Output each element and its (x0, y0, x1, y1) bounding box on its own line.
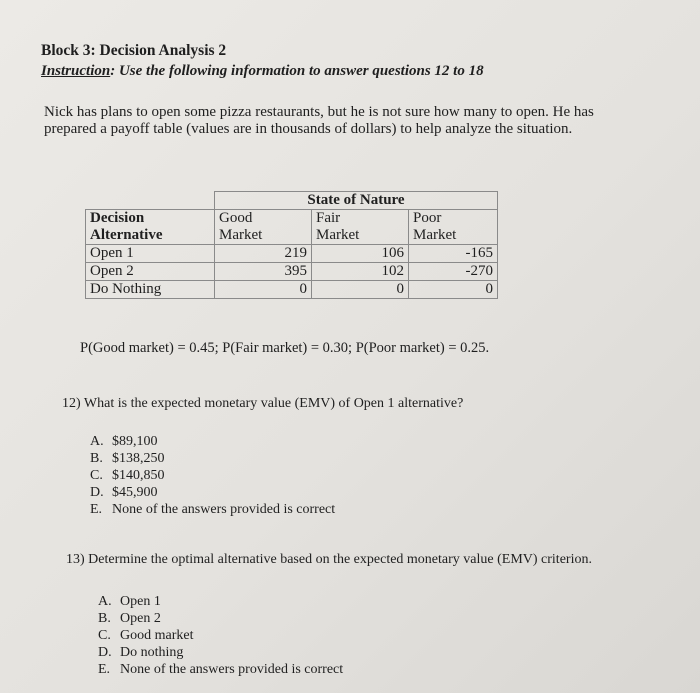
state-of-nature-header: State of Nature (215, 192, 498, 210)
row-name: Open 2 (86, 263, 215, 281)
cell-fair: 0 (312, 281, 409, 299)
question-12-options (90, 433, 335, 518)
question-13-options (98, 593, 343, 678)
cell-good: 0 (215, 281, 312, 299)
table-row (86, 263, 498, 281)
cell-poor: 0 (409, 281, 498, 299)
header-good: Good (215, 210, 312, 228)
cell-fair: 106 (312, 245, 409, 263)
option-a[interactable]: A. $89,100 (90, 434, 158, 449)
option-b[interactable]: B. Open 2 (98, 611, 161, 626)
instruction-text: : Use the following information to answer questions 12 to 18 (110, 63, 484, 79)
header-good-market: Market (215, 227, 312, 245)
probabilities-line: P(Good market) = 0.45; P(Fair market) = 0.30; P(Poor market) = 0.25. (80, 340, 490, 356)
cell-fair: 102 (312, 263, 409, 281)
block-title: Block 3: Decision Analysis 2 (41, 42, 227, 59)
table-header-row-1 (86, 210, 498, 228)
question-13: 13) Determine the optimal alternative based on the expected monetary value (EMV) criterion. (66, 552, 592, 567)
row-name: Open 1 (86, 245, 215, 263)
payoff-table (85, 191, 498, 299)
option-b[interactable]: B. $138,250 (90, 451, 165, 466)
instruction-label: Instruction (41, 63, 111, 79)
option-e[interactable]: E. None of the answers provided is correct (90, 502, 336, 517)
question-12: 12) What is the expected monetary value (EMV) of Open 1 alternative? (62, 396, 464, 411)
row-name: Do Nothing (86, 281, 215, 299)
option-d[interactable]: D. $45,900 (90, 485, 158, 500)
cell-poor: -165 (409, 245, 498, 263)
instruction-line (41, 63, 484, 80)
header-fair: Fair (312, 210, 409, 228)
intro-paragraph: Nick has plans to open some pizza restaurants, but he is not sure how many to open. He has prepared a payoff table (values are in thousands of dollars) to help analyze the situation. (44, 104, 594, 137)
cell-poor: -270 (409, 263, 498, 281)
table-group-header-row (86, 192, 498, 210)
header-alternative: Alternative (86, 227, 215, 245)
option-c[interactable]: C. Good market (98, 628, 194, 643)
header-fair-market: Market (312, 227, 409, 245)
header-decision: Decision (86, 210, 215, 228)
option-c[interactable]: C. $140,850 (90, 468, 165, 483)
table-row (86, 281, 498, 299)
option-a[interactable]: A. Open 1 (98, 594, 161, 609)
cell-good: 219 (215, 245, 312, 263)
header-poor-market: Market (409, 227, 498, 245)
table-row (86, 245, 498, 263)
cell-good: 395 (215, 263, 312, 281)
table-header-row-2 (86, 227, 498, 245)
header-poor: Poor (409, 210, 498, 228)
option-e[interactable]: E. None of the answers provided is correct (98, 662, 344, 677)
option-d[interactable]: D. Do nothing (98, 645, 184, 660)
